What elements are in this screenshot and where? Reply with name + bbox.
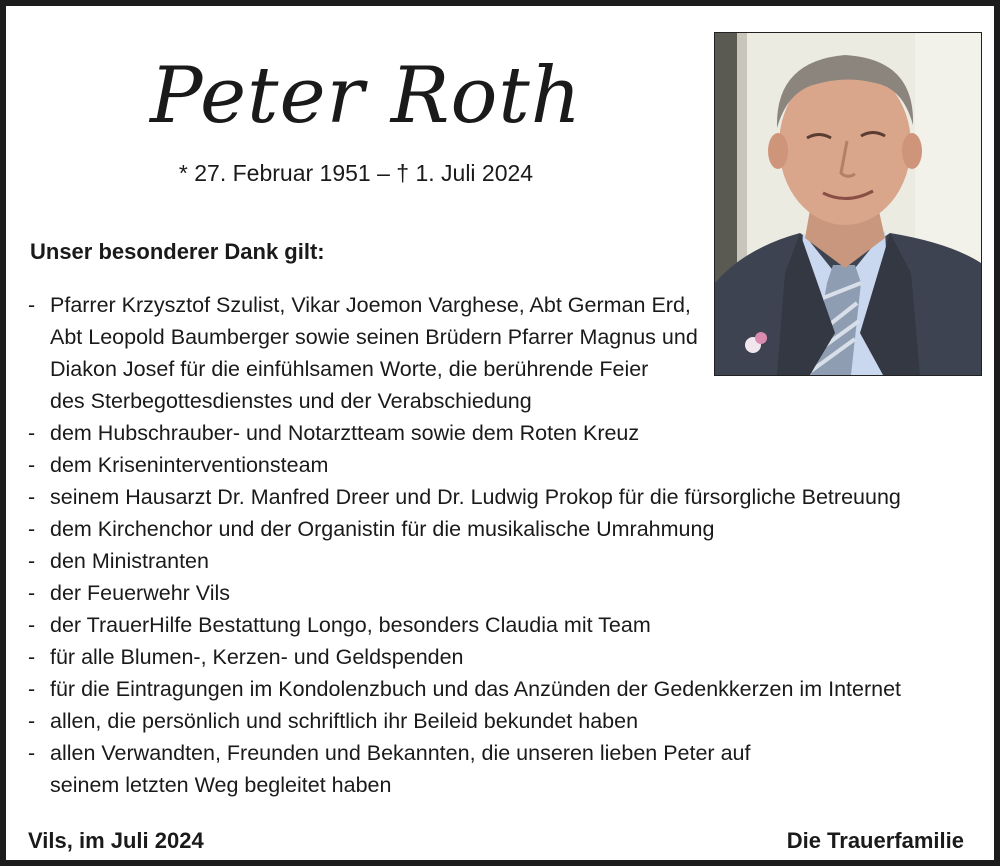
bullet-dash: -: [28, 485, 36, 509]
bullet-dash: -: [28, 293, 36, 317]
bullet-dash: -: [28, 421, 36, 445]
bullet-dash: -: [28, 677, 36, 701]
list-item: [24, 673, 901, 705]
list-item-line: seinem Hausarzt Dr. Manfred Dreer und Dr. Ludwig Prokop für die fürsorgliche Betreuung: [50, 485, 901, 509]
list-item: [24, 577, 901, 609]
list-item-line: Diakon Josef für die einfühlsamen Worte, die berührende Feier: [50, 357, 649, 381]
list-item-line: dem Kirchenchor und der Organistin für die musikalische Umrahmung: [50, 517, 715, 541]
list-item-line: Abt Leopold Baumberger sowie seinen Brüdern Pfarrer Magnus und: [50, 325, 698, 349]
list-item: [24, 449, 901, 481]
list-item-line: der Feuerwehr Vils: [50, 581, 231, 605]
list-item-line: seinem letzten Weg begleitet haben: [50, 773, 392, 797]
life-dates: * 27. Februar 1951 – † 1. Juli 2024: [178, 160, 534, 186]
list-item-line: des Sterbegottesdienstes und der Verabschiedung: [50, 389, 532, 413]
list-item: [24, 545, 901, 577]
list-item-line: für alle Blumen-, Kerzen- und Geldspenden: [50, 645, 464, 669]
bullet-dash: -: [28, 709, 36, 733]
list-item-line: allen, die persönlich und schriftlich ihr Beileid bekundet haben: [50, 709, 639, 733]
list-item-line: den Ministranten: [50, 549, 209, 573]
list-item: [24, 705, 901, 737]
bullet-dash: -: [28, 453, 36, 477]
list-item: [24, 417, 901, 449]
list-item-line: allen Verwandten, Freunden und Bekannten, die unseren lieben Peter auf: [50, 741, 751, 765]
list-item-line: der TrauerHilfe Bestattung Longo, besonders Claudia mit Team: [50, 613, 651, 637]
bullet-dash: -: [28, 549, 36, 573]
list-item-line: Pfarrer Krzysztof Szulist, Vikar Joemon Varghese, Abt German Erd,: [50, 293, 691, 317]
deceased-name: Peter Roth: [150, 51, 582, 141]
bullet-dash: -: [28, 517, 36, 541]
list-item: [24, 481, 901, 513]
bullet-dash: -: [28, 645, 36, 669]
list-item: [24, 289, 901, 417]
list-item: [24, 513, 901, 545]
bullet-dash: -: [28, 741, 36, 765]
list-item-line: für die Eintragungen im Kondolenzbuch und das Anzünden der Gedenkkerzen im Internet: [50, 677, 902, 701]
list-item-line: dem Kriseninterventionsteam: [50, 453, 329, 477]
list-item-line: dem Hubschrauber- und Notarztteam sowie dem Roten Kreuz: [50, 421, 640, 445]
list-item: [24, 737, 901, 801]
thanks-heading: Unser besonderer Dank gilt:: [30, 239, 325, 264]
list-item: [24, 609, 901, 641]
bullet-dash: -: [28, 581, 36, 605]
signature: Die Trauerfamilie: [786, 828, 964, 853]
place-date: Vils, im Juli 2024: [28, 828, 204, 853]
list-item: [24, 641, 901, 673]
bullet-dash: -: [28, 613, 36, 637]
thanks-list: [24, 289, 901, 801]
